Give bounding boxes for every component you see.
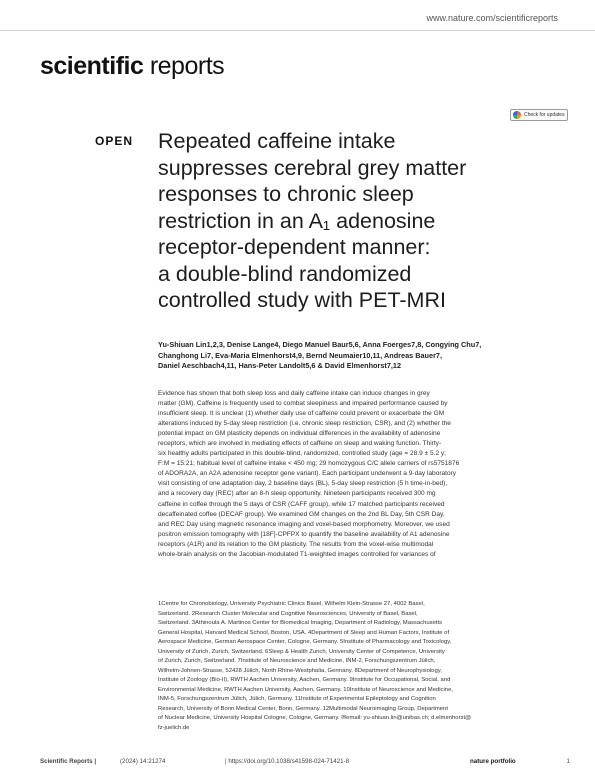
journal-brand[interactable] bbox=[40, 52, 224, 81]
author-line[interactable]: Changhong Li7, Eva-Maria Elmenhorst4,9, Bernd Neumaier10,11, Andreas Bauer7, bbox=[158, 350, 442, 360]
author-line[interactable]: Yu-Shiuan Lin1,2,3, Denise Lange4, Diego Manuel Baur5,6, Anna Foerges7,8, Congying Chu7, bbox=[158, 340, 482, 349]
abstract-line: potential impact on GM plasticity depends on individual differences in the availability of adenosine bbox=[158, 430, 441, 438]
title-line: controlled study with PET-MRI bbox=[158, 288, 446, 312]
abstract-line: six healthy adults participated in this double-blind, randomized, controlled study (age = 28.9 ± 5.2 y; bbox=[158, 450, 447, 458]
title-line: suppresses cerebral grey matter bbox=[158, 155, 467, 180]
author-list bbox=[158, 340, 558, 372]
author-line[interactable]: Daniel Aeschbach4,11, Hans-Peter Landolt5,6 & David Elmenhorst7,12 bbox=[158, 361, 402, 370]
abstract-line: F:M = 15:21; habitual level of caffeine intake < 450 mg; 29 homozygous C/C allele carriers of rs5751876 bbox=[158, 460, 460, 468]
title-line: receptor-dependent manner: bbox=[158, 235, 431, 259]
abstract-line: insufficient sleep. It is unclear (1) whether daily use of caffeine could prevent or exacerbate the GM bbox=[158, 410, 445, 418]
title-line: responses to chronic sleep bbox=[158, 182, 414, 206]
page-number: 1 bbox=[566, 758, 570, 765]
abstract-line: of ADORA2A, an A2A adenosine receptor gene variant). Each participant underwent a 9-day laboratory bbox=[158, 470, 457, 478]
affiliation-line: Aerospace Medicine, German Aerospace Center, Cologne, Germany. 5Institute of Pharmacology and Toxicology, bbox=[158, 639, 452, 645]
abstract-line: Evidence has shown that both sleep loss and daily caffeine intake can induce changes in grey bbox=[158, 390, 430, 397]
affiliation-line: University of Zurich, Zurich, Switzerland. 6Sleep & Health Zurich, University Center of Competence, University bbox=[158, 648, 445, 655]
abstract bbox=[158, 389, 568, 560]
abstract-line: positron emission tomography with [18F]-CPFPX to quantify the baseline availability of A1 adenosine bbox=[158, 530, 450, 538]
affiliation-line[interactable]: of Nuclear Medicine, University Hospital Cologne, Cologne, Germany. ✉email: yu-shiuan.lin@unibas.ch; d.elmenhorst@ bbox=[158, 715, 472, 721]
abstract-line: matter (GM). Caffeine is frequently used to combat sleepiness and impaired performance caused by bbox=[158, 400, 448, 408]
brand-bold: scientific bbox=[40, 52, 144, 80]
footer-volume: (2024) 14:21274 bbox=[120, 758, 166, 765]
abstract-line: alterations induced by 5-day sleep restriction (i.e. chronic sleep restriction, CSR), and (2) whether the bbox=[158, 420, 451, 428]
affiliations bbox=[158, 600, 568, 733]
footer-journal: Scientific Reports | bbox=[40, 758, 97, 765]
affiliation-line: of Zurich, Zurich, Switzerland. 7Institute of Neuroscience and Medicine, INM-2, Forschungszentrum Jülich, bbox=[158, 658, 436, 664]
affiliation-line: Institute of Zoology (Bio-II), RWTH Aachen University, Aachen, Germany. 9Institute for Occupational, Social, and bbox=[158, 677, 451, 683]
check-for-updates-button[interactable] bbox=[510, 109, 568, 121]
affiliation-line: General Hospital, Harvard Medical School, Boston, USA. 4Department of Sleep and Human Factors, Institute of bbox=[158, 629, 450, 636]
abstract-line: receptors (A1R) and its relation to the GM plasticity. The results from the voxel-wise multimodal bbox=[158, 540, 434, 548]
affiliation-line: Switzerland. 3Athinoula A. Martinos Center for Biomedical Imaging, Department of Radiology, Massachusetts bbox=[158, 620, 443, 626]
abstract-line: decaffeinated coffee (DECAF group). We examined GM changes on the 2nd BL Day, 5th CSR Day, bbox=[158, 510, 445, 518]
check-updates-label: Check for updates bbox=[524, 112, 565, 118]
affiliation-line: 1Centre for Chronobiology, University Psychiatric Clinics Basel, Wilhelm Klein-Strasse 27, 4002 Basel, bbox=[158, 601, 425, 607]
title-line: Repeated caffeine intake bbox=[158, 129, 396, 153]
open-access-label: OPEN bbox=[95, 134, 134, 148]
affiliation-line: Switzerland. 2Research Cluster Molecular and Cognitive Neurosciences, University of Basel, Basel, bbox=[158, 610, 418, 617]
affiliation-line: Research, University of Bonn Medical Center, Bonn, Germany. 12Multimodal Neuroimaging Group, Department bbox=[158, 705, 448, 712]
title-line: a double-blind randomized bbox=[158, 261, 412, 286]
nature-portfolio-logo: nature portfolio bbox=[470, 758, 516, 765]
abstract-line: visit consisting of one adaptation day, 2 baseline days (BL), 5-day sleep restriction (5 h time-in-bed), bbox=[158, 480, 448, 488]
header-divider bbox=[0, 30, 595, 31]
abstract-line: and REC Day using magnetic resonance imaging and voxel-based morphometry. Moreover, we used bbox=[158, 520, 450, 528]
affiliation-line[interactable]: fz-juelich.de bbox=[158, 724, 190, 731]
crossmark-icon bbox=[513, 111, 521, 119]
page-footer bbox=[40, 756, 570, 768]
affiliation-line: INM-5, Forschungszentrum Jülich, Jülich, Germany. 11Institute of Experimental Epileptology and Cognition bbox=[158, 696, 436, 702]
abstract-line: caffeine in coffee through the 5 days of CSR (CAFF group), while 17 matched participants received bbox=[158, 500, 445, 508]
title-line: restriction in an A₁ adenosine bbox=[158, 208, 436, 233]
article-title bbox=[158, 128, 568, 314]
brand-light: reports bbox=[149, 52, 225, 80]
abstract-line: receptors, which are involved in mediating effects of caffeine on sleep and waking function. Thirty- bbox=[158, 440, 442, 448]
affiliation-line: Environmental Medicine, RWTH Aachen University, Aachen, Germany. 10Institute of Neuroscience and Medicine, bbox=[158, 686, 453, 693]
affiliation-line: Wilhelm-Johnen-Strasse, 52428 Jülich, North Rhine-Westphalia, Germany. 8Department of Neurophysiology, bbox=[158, 667, 442, 674]
abstract-line: and a recovery day (REC) after an 8-h sleep opportunity. Nineteen participants received 300 mg bbox=[158, 490, 436, 498]
footer-doi-link[interactable]: | https://doi.org/10.1038/s41598-024-71421-8 bbox=[225, 758, 350, 765]
abstract-line: whole-brain analysis on the Jacobian-modulated T1-weighted images controlled for variances of bbox=[158, 550, 436, 558]
journal-url[interactable]: www.nature.com/scientificreports bbox=[426, 13, 558, 23]
